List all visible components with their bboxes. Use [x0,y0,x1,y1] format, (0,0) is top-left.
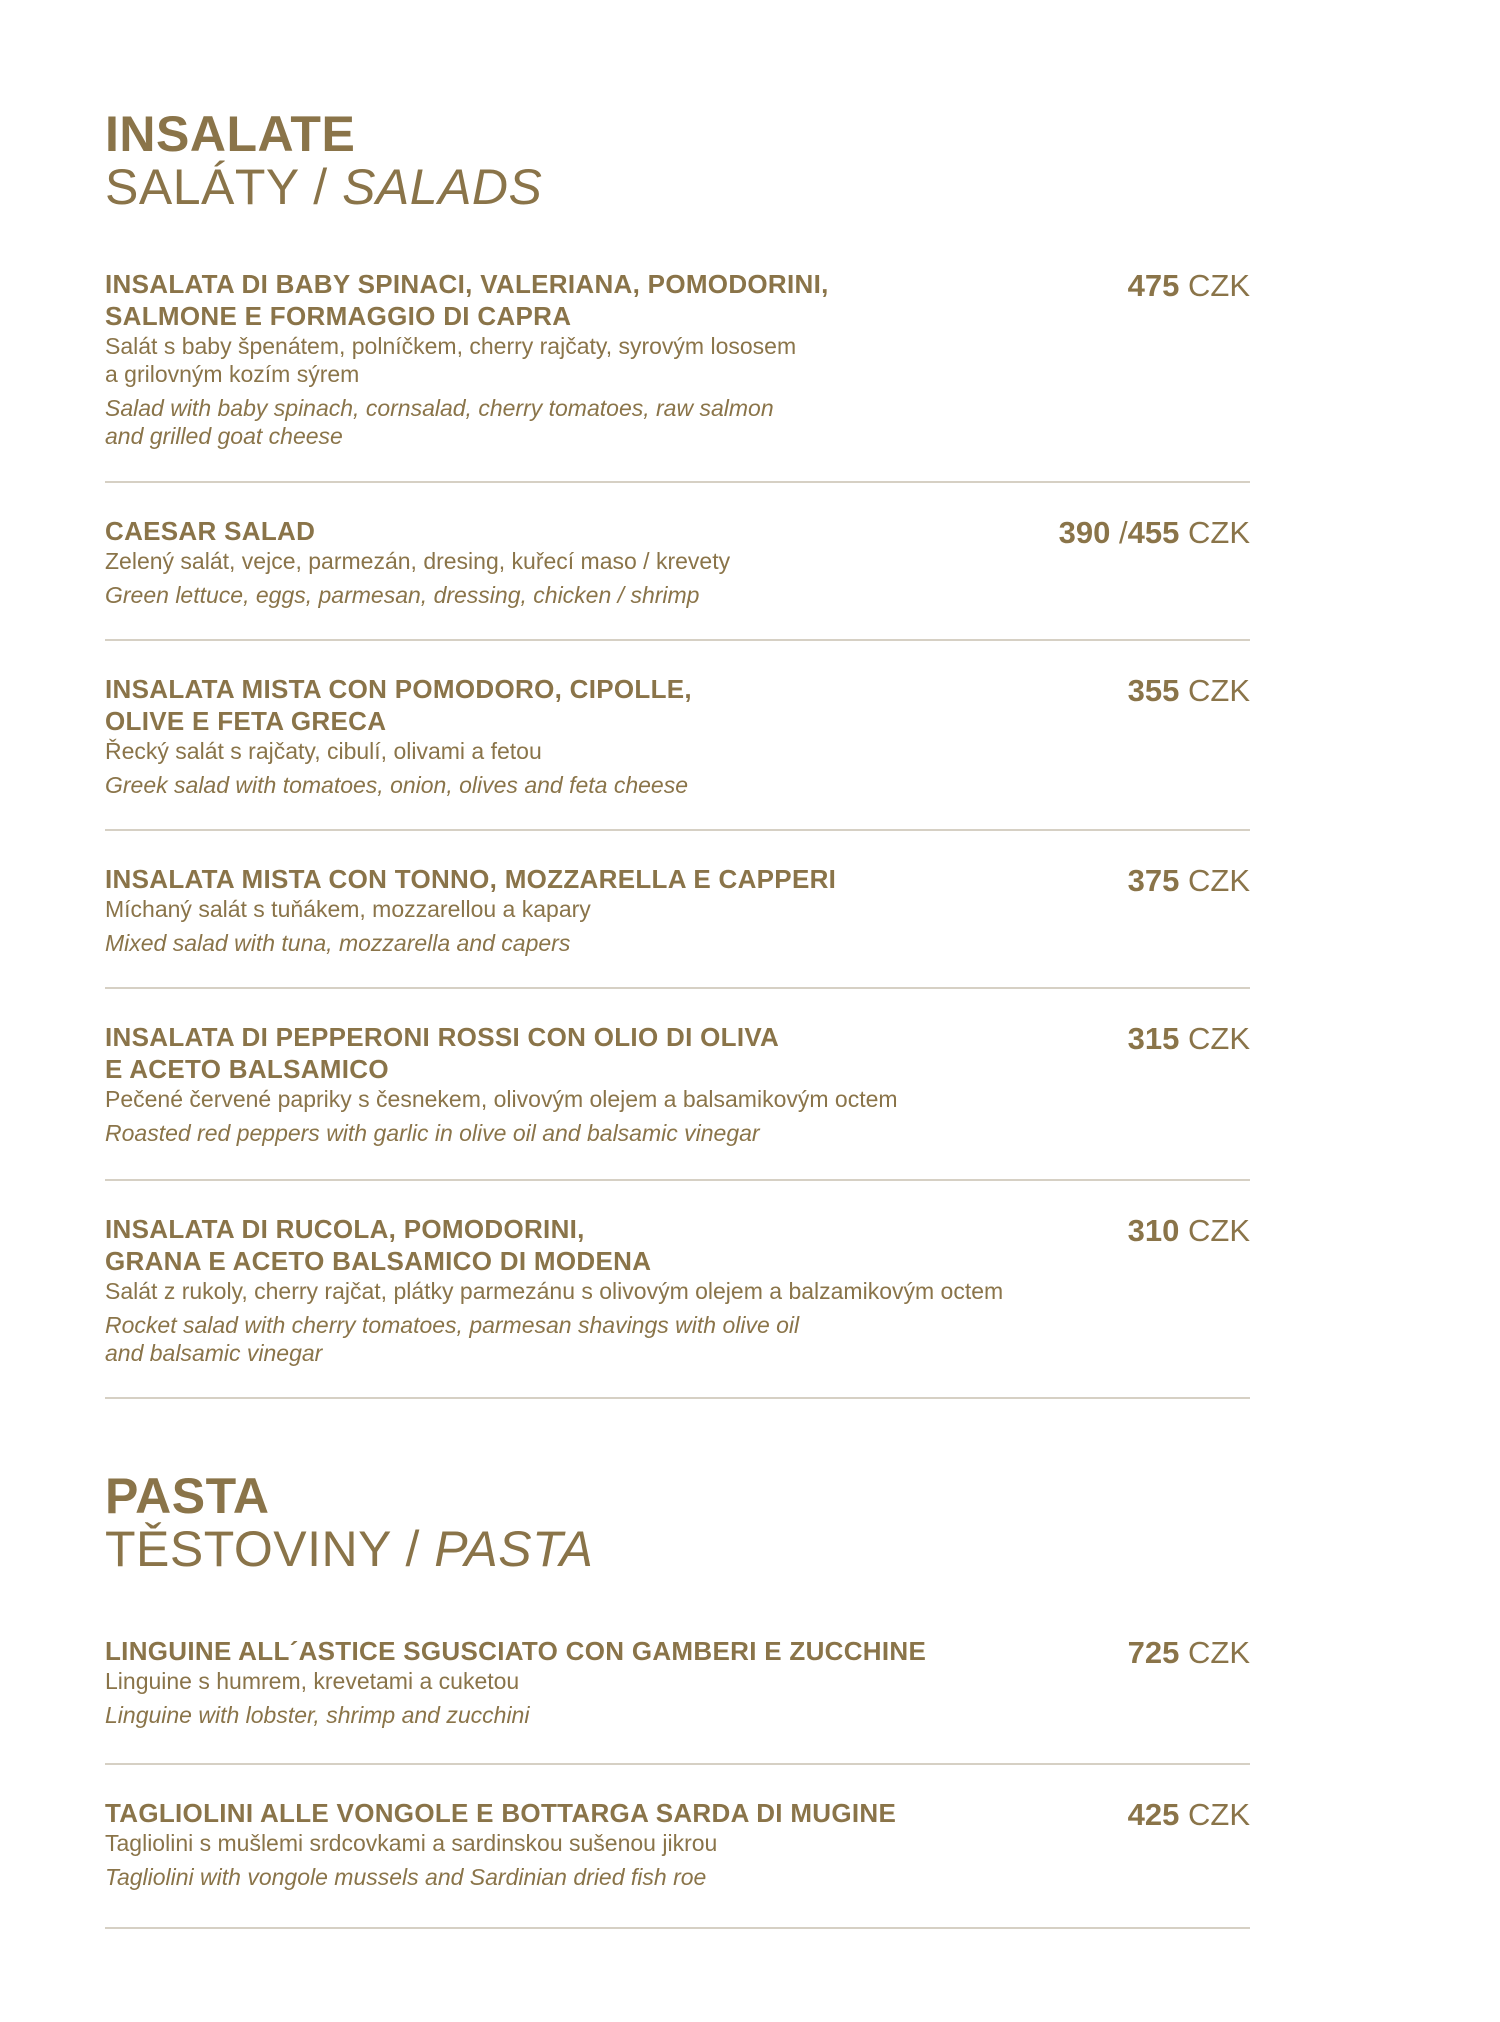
dish-name-italian: INSALATA MISTA CON TONNO, MOZZARELLA E CAPPERI [105,864,837,894]
price-value: 725 [1127,1635,1180,1670]
dish-price [1128,1797,1250,1833]
dish-desc-czech: Linguine s humrem, krevetami a cuketou [105,1668,520,1694]
price-currency: CZK [1188,1021,1250,1056]
price-value: 315 [1127,1021,1180,1056]
dish-price [1128,863,1250,899]
price-currency: CZK [1188,863,1250,898]
menu-item-list [105,1635,1250,1929]
menu-item [105,1765,1250,1929]
section-salads [105,106,1250,1366]
dish-name-italian: INSALATA DI PEPPERONI ROSSI CON OLIO DI OLIVA E ACETO BALSAMICO [105,1022,780,1084]
dish-desc-english: Green lettuce, eggs, parmesan, dressing, chicken / shrimp [105,582,700,608]
menu-item [105,268,1250,483]
section-title-english: PASTA [434,1521,594,1577]
dish-name-italian: CAESAR SALAD [105,516,316,546]
menu-item [105,641,1250,831]
price-value: 475 [1127,268,1180,303]
price-separator: / [1119,515,1128,550]
dish-desc-czech: Míchaný salát s tuňákem, mozzarellou a kapary [105,896,591,922]
dish-name-italian: LINGUINE ALL´ASTICE SGUSCIATO CON GAMBERI E ZUCCHINE [105,1636,927,1666]
dish-desc-czech: Tagliolini s mušlemi srdcovkami a sardinskou sušenou jikrou [105,1830,718,1856]
dish-price [1128,1635,1250,1671]
dish-desc-czech: Řecký salát s rajčaty, cibulí, olivami a fetou [105,738,542,764]
dish-desc-czech: Salát s baby špenátem, polníčkem, cherry rajčaty, syrovým lososem a grilovným kozím sýrem [105,333,797,387]
price-value: 310 [1127,1213,1180,1248]
dish-desc-english: Tagliolini with vongole mussels and Sardinian dried fish roe [105,1864,707,1890]
menu-item-list [105,268,1250,1399]
section-pasta [105,1468,1250,1890]
menu-item [105,831,1250,989]
price-value-2: 455 [1127,515,1180,550]
price-currency: CZK [1188,1635,1250,1670]
menu-item [105,483,1250,641]
section-title-translation [105,160,1250,214]
menu-item [105,1635,1250,1765]
price-currency: CZK [1188,1797,1250,1832]
section-title-italian: INSALATE [105,106,356,162]
dish-name-italian: TAGLIOLINI ALLE VONGOLE E BOTTARGA SARDA DI MUGINE [105,1798,897,1828]
price-currency: CZK [1188,1213,1250,1248]
title-separator: / [313,159,328,215]
dish-price [1059,515,1250,551]
dish-desc-english: Greek salad with tomatoes, onion, olives and feta cheese [105,772,689,798]
dish-desc-english: Linguine with lobster, shrimp and zucchini [105,1702,530,1728]
dish-price [1128,1213,1250,1249]
menu-item [105,1181,1250,1399]
dish-price [1128,268,1250,304]
section-title-italian: PASTA [105,1468,270,1524]
dish-desc-czech: Salát z rukoly, cherry rajčat, plátky parmezánu s olivovým olejem a balzamikovým octem [105,1278,1004,1304]
title-separator: / [405,1521,420,1577]
section-title-czech: TĚSTOVINY [105,1521,392,1577]
price-value: 390 [1058,515,1111,550]
price-currency: CZK [1188,673,1250,708]
dish-name-italian: INSALATA DI BABY SPINACI, VALERIANA, POMODORINI, SALMONE E FORMAGGIO DI CAPRA [105,269,829,331]
section-title-czech: SALÁTY [105,159,299,215]
dish-name-italian: INSALATA DI RUCOLA, POMODORINI, GRANA E ACETO BALSAMICO DI MODENA [105,1214,652,1276]
dish-desc-czech: Pečené červené papriky s česnekem, olivovým olejem a balsamikovým octem [105,1086,898,1112]
dish-desc-english: Mixed salad with tuna, mozzarella and capers [105,930,571,956]
dish-price [1128,1021,1250,1057]
price-value: 375 [1127,863,1180,898]
price-value: 425 [1127,1797,1180,1832]
price-currency: CZK [1188,268,1250,303]
dish-name-italian: INSALATA MISTA CON POMODORO, CIPOLLE, OLIVE E FETA GRECA [105,674,692,736]
menu-item [105,989,1250,1181]
section-title-english: SALADS [342,159,543,215]
dish-desc-english: Roasted red peppers with garlic in olive oil and balsamic vinegar [105,1120,760,1146]
price-currency: CZK [1188,515,1250,550]
dish-desc-english: Rocket salad with cherry tomatoes, parmesan shavings with olive oil and balsamic vinegar [105,1312,800,1366]
price-value: 355 [1127,673,1180,708]
dish-price [1128,673,1250,709]
dish-desc-english: Salad with baby spinach, cornsalad, cherry tomatoes, raw salmon and grilled goat cheese [105,395,774,449]
section-title-translation [105,1522,1250,1576]
dish-desc-czech: Zelený salát, vejce, parmezán, dresing, kuřecí maso / krevety [105,548,731,574]
